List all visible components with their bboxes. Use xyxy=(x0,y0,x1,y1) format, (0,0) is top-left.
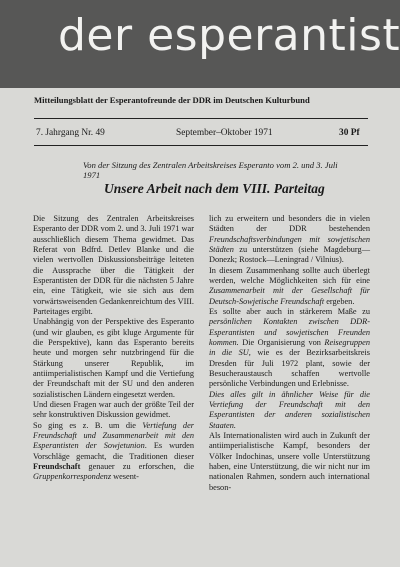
publication-title: der esperantist xyxy=(58,10,400,61)
divider-top xyxy=(34,118,368,119)
issue-date: September–Oktober 1971 xyxy=(176,128,273,138)
paragraph: Und diesen Fragen war auch der größte Teil der sehr konstruktiven Diskussion gewidmet. xyxy=(33,399,194,420)
article-column-right xyxy=(209,214,370,493)
publication-subtitle: Mitteilungsblatt der Esperantofreunde der DDR im Deutschen Kulturbund xyxy=(34,95,310,105)
issue-price: 30 Pf xyxy=(339,128,360,138)
article-column-left xyxy=(33,214,194,483)
issue-volume: 7. Jahrgang Nr. 49 xyxy=(36,128,105,138)
paragraph: lich zu erweitern und besonders die in vielen Städten der DDR bestehenden Freundschaftsverbindungen mit sowjetischen Städten zu unterstützen (siehe Magdeburg—Donezk; Rostock—Leningrad / Vilnius). xyxy=(209,214,370,265)
divider-bottom xyxy=(34,145,368,146)
masthead xyxy=(0,0,400,88)
paragraph: Es sollte aber auch in stärkerem Maße zu persönlichen Kontakten zwischen DDR-Esperantisten und sowjetischen Freunden kommen. Die Organisierung von Reisegruppen in die SU, wie es der Bezirksarbeitskreis Dresden für Juli 1972 plant, sowie der Besucheraustausch schaffen wertvolle persönliche Verbindungen und Erlebnisse. xyxy=(209,306,370,389)
paragraph: In diesem Zusammenhang sollte auch überlegt werden, welche Möglichkeiten sich für eine Zusammenarbeit mit der Gesellschaft für Deutsch-Sowjetische Freundschaft ergeben. xyxy=(209,265,370,306)
article-kicker: Von der Sitzung des Zentralen Arbeitskreises Esperanto vom 2. und 3. Juli 1971 xyxy=(83,160,338,180)
paragraph: Unabhängig von der Perspektive des Esperanto (und wir glauben, es gibt kluge Argumente für die Perspektive), kann das Esperanto bereits heute und morgen sehr nutzbringend für die Stärkung unserer Republik, im antiimperialistischen Kampf und die Vertiefung der Freundschaft mit der SU und den anderen sozialistischen Ländern eingesetzt werden. xyxy=(33,317,194,399)
paragraph: Dies alles gilt in ähnlicher Weise für die Vertiefung der Freundschaft mit den Esperantisten der anderen sozialistischen Staaten. xyxy=(209,389,370,430)
paragraph: Als Internationalisten wird auch in Zukunft der antiimperialistische Kampf, besonders der Völker Indochinas, unsere volle Unterstützung haben, eine Unterstützung, die wir nicht nur im nationalen Rahmen, sondern auch international beson- xyxy=(209,430,370,492)
paragraph: Die Sitzung des Zentralen Arbeitskreises Esperanto der DDR vom 2. und 3. Juli 1971 war ausschließlich diesem Thema gewidmet. Das Referat von Bdfrd. Detlev Blanke und die vielen wertvollen Diskussionsbeiträge leiteten die Aussprache über die Tätigkeit der Esperantisten der DDR für die nächsten 5 Jahre ein, eine Tätigkeit, wie sie sich aus dem vorwärtsweisenden Gedankenreichtum des VIII. Parteitages ergibt. xyxy=(33,214,194,316)
paragraph: So ging es z. B. um die Vertiefung der Freundschaft und Zusammenarbeit mit den Esperantisten der Sowjetunion. Es wurden Vorschläge gemacht, die Traditionen dieser Freundschaft genauer zu erforschen, die Gruppenkorrespondenz wesent- xyxy=(33,420,194,482)
article-headline: Unsere Arbeit nach dem VIII. Parteitag xyxy=(104,181,325,196)
